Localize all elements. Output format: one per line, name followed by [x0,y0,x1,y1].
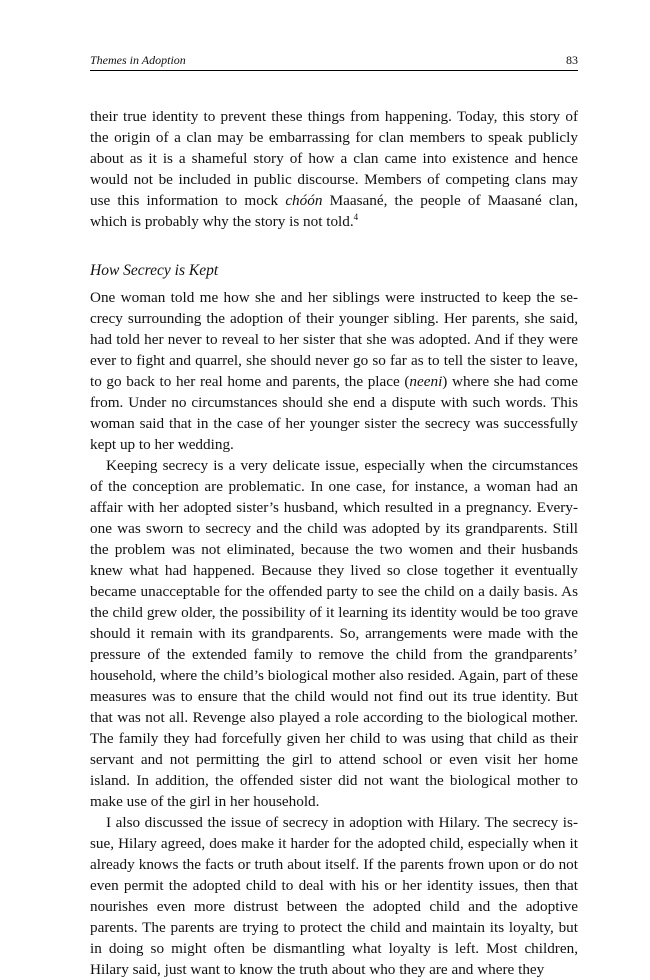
italic-term: neeni [409,373,443,390]
paragraph-continued [90,106,578,232]
italic-term: chóón [285,192,323,209]
paragraph: I also discussed the issue of secrecy in adoption with Hilary. The secrecy issue, Hilary agreed, does make it harder for the adopted child, especially when it already knows the facts or truth about itself. If the parents frown upon or do not even permit the adopted child to deal with his or her identity issues, then that nourishes even more distrust between the adopted child and the adoptive parents. The parents are trying to protect the child and maintain its loyalty, but in doing so might often be dismantling what loyalty is left. Most children, Hilary said, just want to know the truth about who they are and where they [90,814,578,978]
body-text [90,106,578,980]
paragraph-text: ) where she had come from. Under no circumstances should she end a dispute with such words. This woman said that in the case of her younger sister the secrecy was successfully kept up to her wedding. [90,373,578,453]
paragraph: Keeping secrecy is a very delicate issue, especially when the circumstances of the conception are problematic. In one case, for instance, a woman had an affair with her adopted sister’s husband, which resulted in a pregnancy. Everyone was sworn to secrecy and the child was adopted by its grandparents. Still the problem was not eliminated, because the two women and their husbands knew what had happened. Because they lived so close together it eventually became unacceptable for the offended party to see the child on a daily basis. As the child grew older, the possibility of it learning its identity would be too grave should it remain with its grandparents. So, arrangements were made with the pressure of the extended family to remove the child from the grandparents’ household, where the child’s biological mother also resided. Again, part of these measures was to ensure that the child would not find out its true identity. But that was not all. Revenge also played a role according to the biological mother. The family they had forcefully given her child to was using that child as their servant and not permitting the girl to attend school or even visit her home island. In addition, the offended sister did not want the biological mother to make use of the girl in her household. [90,457,578,810]
running-title: Themes in Adoption [90,53,186,67]
paragraph-text: Maasané, the people of Maasané clan, which is probably why the story is not told. [90,192,578,230]
paragraph-text: their true identity to prevent these things from happening. Today, this story of the origin of a clan may be embarrassing for clan members to speak publicly about as it is a shameful story of how a clan came into existence and hence would not be included in public discourse. Members of competing clans may use this information to mock [90,108,578,209]
running-header [90,52,578,71]
page-number: 83 [566,53,578,67]
paragraph [90,287,578,455]
footnote-reference: 4 [353,211,359,222]
section-heading: How Secrecy is Kept [90,262,219,279]
paragraph-text: One woman told me how she and her siblings were instructed to keep the secrecy surrounding the adoption of their younger sibling. Her parents, she said, had told her never to reveal to her sister that she was adopted. And if they were ever to fight and quarrel, she should never go so far as to tell the sister to leave, to go back to her real home and parents, the place ( [90,289,578,390]
